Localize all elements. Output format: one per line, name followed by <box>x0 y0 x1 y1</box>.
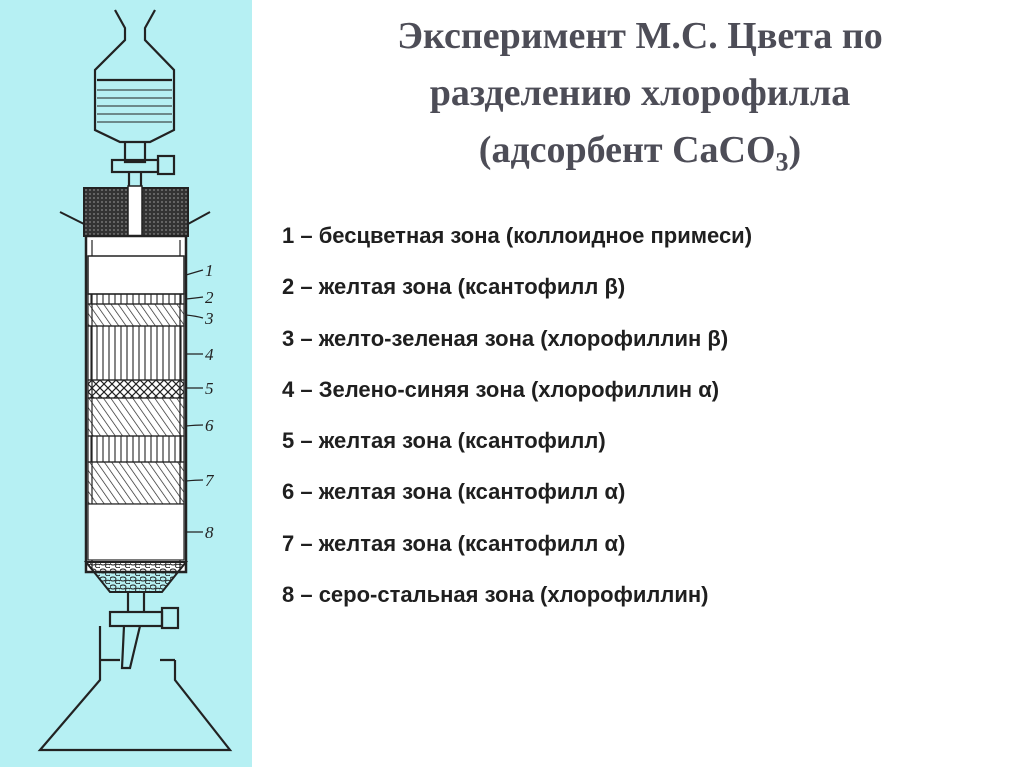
legend-item-3: 3 – желто-зеленая зона (хлорофиллин β) <box>282 325 729 351</box>
title-line-3: (адсорбент CaCO$_3$) <box>478 129 802 177</box>
legend-item-2: 2 – желтая зона (ксантофилл β) <box>282 274 626 300</box>
zone-number-3: 3 <box>205 309 214 328</box>
page-title <box>300 8 980 179</box>
zone-number-4: 4 <box>205 345 214 364</box>
title-line-1: Эксперимент М.С. Цвета по <box>397 15 883 57</box>
chromatography-column-diagram <box>0 0 252 767</box>
legend-item-7: 7 – желтая зона (ксантофилл α) <box>282 530 626 556</box>
column-body <box>86 236 186 592</box>
legend-item-8: 8 – серо-стальная зона (хлорофиллин) <box>282 582 709 608</box>
zone-number-6: 6 <box>205 416 214 435</box>
diagram-panel <box>0 0 252 767</box>
legend-item-5: 5 – желтая зона (ксантофилл) <box>282 428 606 454</box>
zone-number-5: 5 <box>205 379 214 398</box>
column-stopper <box>60 186 210 238</box>
zone-number-2: 2 <box>205 288 214 307</box>
bottom-stopcock-and-flask <box>40 592 230 750</box>
zone-number-8: 8 <box>205 523 214 542</box>
legend-item-6: 6 – желтая зона (ксантофилл α) <box>282 479 626 505</box>
legend-item-4: 4 – Зелено-синяя зона (хлорофиллин α) <box>282 376 720 402</box>
zone-number-7: 7 <box>205 471 214 490</box>
zone-leaders <box>186 270 203 532</box>
zone-legend <box>282 223 752 633</box>
zone-number-1: 1 <box>205 261 214 280</box>
legend-item-1: 1 – бесцветная зона (коллоидное примеси) <box>282 223 753 248</box>
title-line-2: разделению хлорофилла <box>429 72 851 114</box>
